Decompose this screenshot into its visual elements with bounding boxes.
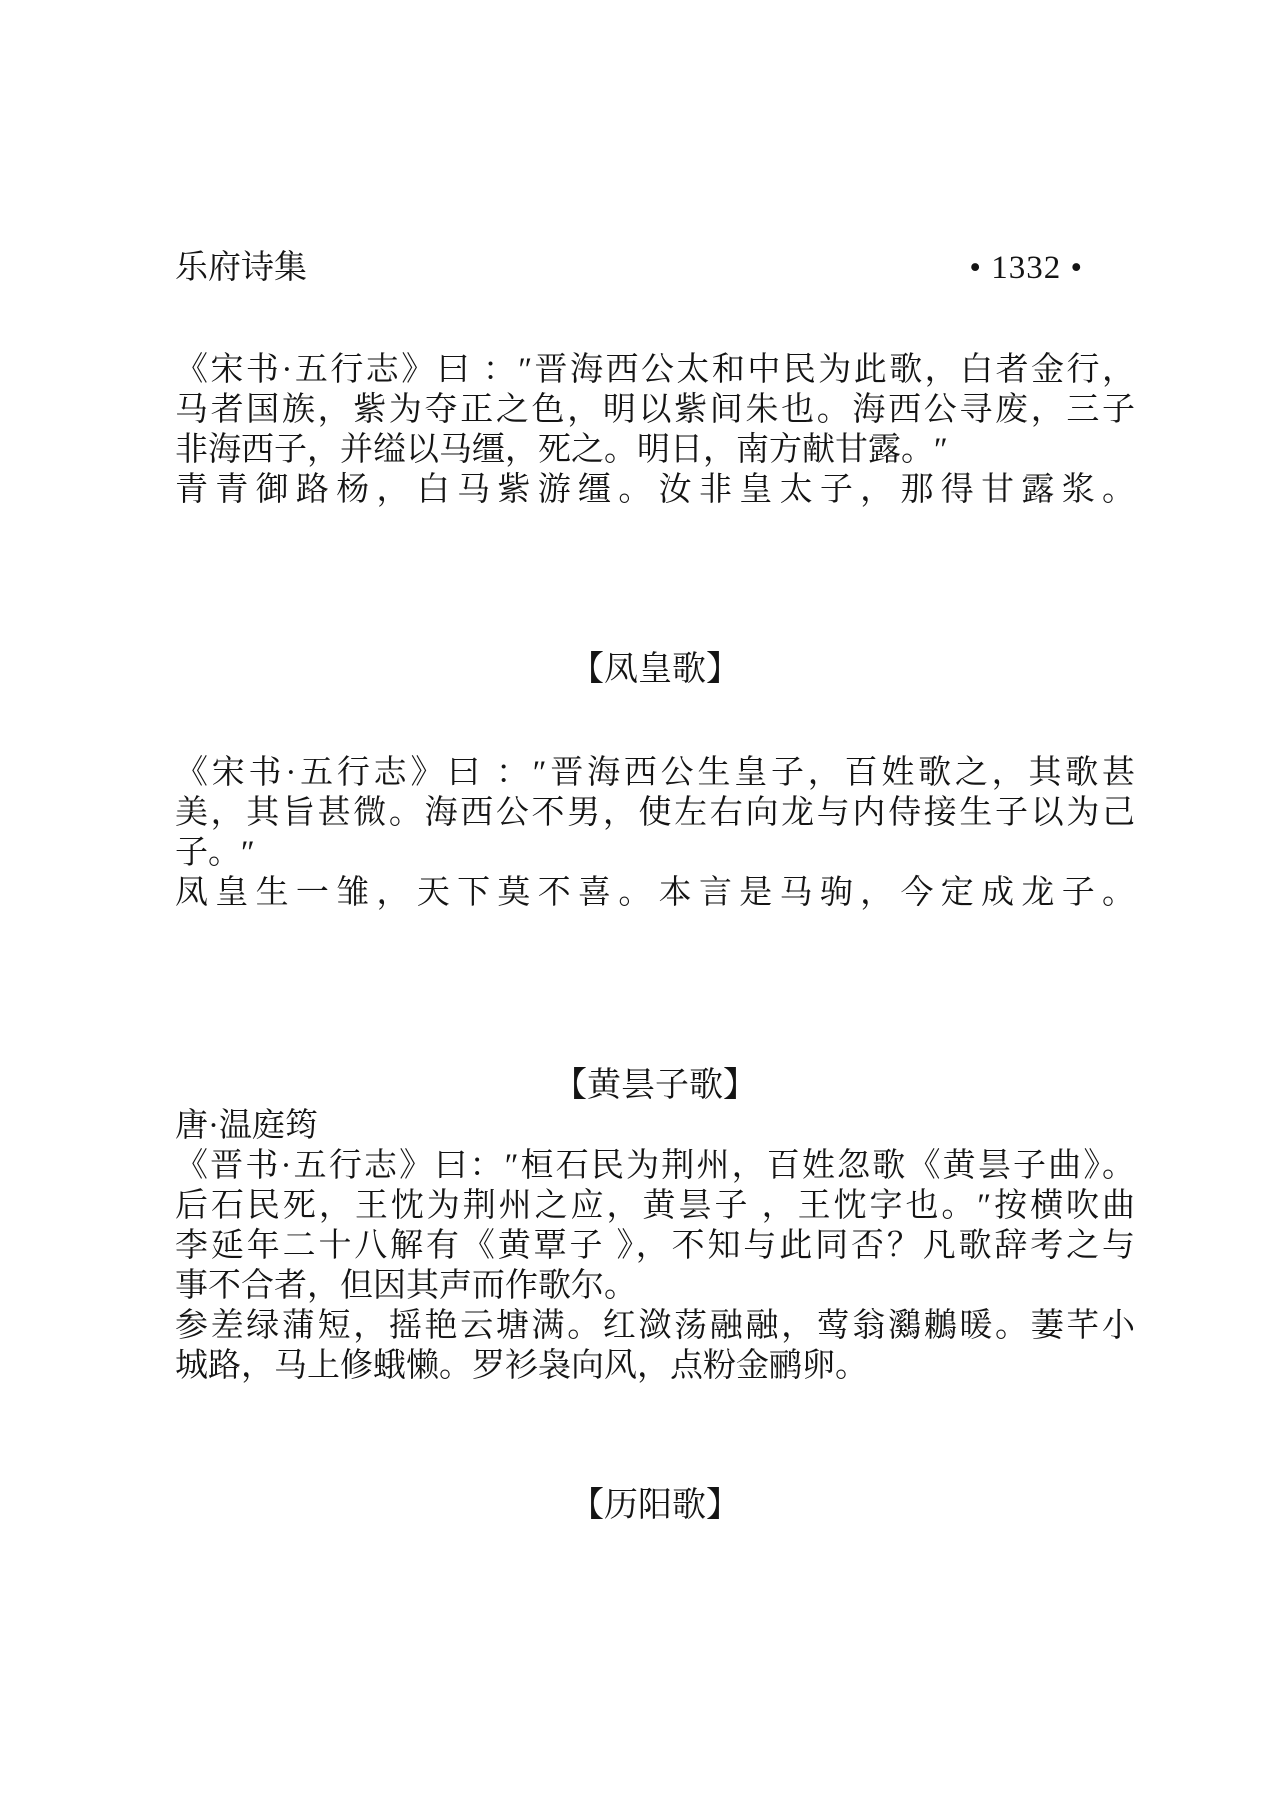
page-number: • 1332 • — [969, 250, 1083, 286]
note-line: 非海西子，并缢以马缰，死之。明日，南方献甘露。″ — [175, 432, 948, 468]
author-line: 唐·温庭筠 — [175, 1108, 318, 1144]
note-line: 《宋书·五行志》曰 ：″晋海西公生皇子，百姓歌之，其歌甚 — [175, 755, 1135, 791]
section-title-liyangge: 【历阳歌】 — [570, 1487, 740, 1524]
section-title-fenghuangge: 【凤皇歌】 — [570, 651, 740, 688]
section-continuation-note — [175, 350, 1135, 510]
poem-line: 城路，马上修蛾懒。罗衫袅向风，点粉金鹂卵。 — [175, 1348, 868, 1384]
book-title: 乐府诗集 — [175, 250, 307, 286]
note-line: 美，其旨甚微。海西公不男，使左右向龙与内侍接生子以为己 — [175, 795, 1135, 831]
page-header — [175, 0, 1135, 288]
note-line: 李延年二十八解有《黄覃子 》，不知与此同否？凡歌辞考之与 — [175, 1228, 1135, 1264]
note-line: 后石民死，王忱为荆州之应，黄昙子 ，王忱字也。″按横吹曲 — [175, 1188, 1135, 1224]
note-line: 《晋书·五行志》曰：″桓石民为荆州，百姓忽歌《黄昙子曲》。 — [175, 1148, 1135, 1184]
note-line: 马者国族，紫为夺正之色，明以紫间朱也。海西公寻废，三子 — [175, 392, 1135, 428]
section-fenghuangge-note — [175, 753, 1135, 913]
section-huangtanzige — [175, 1106, 1135, 1386]
poem-line: 参差绿蒲短，摇艳云塘满。红潋荡融融，莺翁鸂鶒暖。萋芊小 — [175, 1308, 1135, 1344]
note-line: 子。″ — [175, 835, 255, 871]
section-title-huangtanzige: 【黄昙子歌】 — [553, 1067, 757, 1104]
note-line: 事不合者，但因其声而作歌尔。 — [175, 1268, 637, 1304]
poem-line: 青青御路杨，白马紫游缰。汝非皇太子，那得甘露浆。 — [175, 472, 1135, 508]
note-line: 《宋书·五行志》曰 ：″晋海西公太和中民为此歌，白者金行， — [175, 352, 1135, 388]
poem-line: 凤皇生一雏，天下莫不喜。本言是马驹，今定成龙子。 — [175, 875, 1135, 911]
